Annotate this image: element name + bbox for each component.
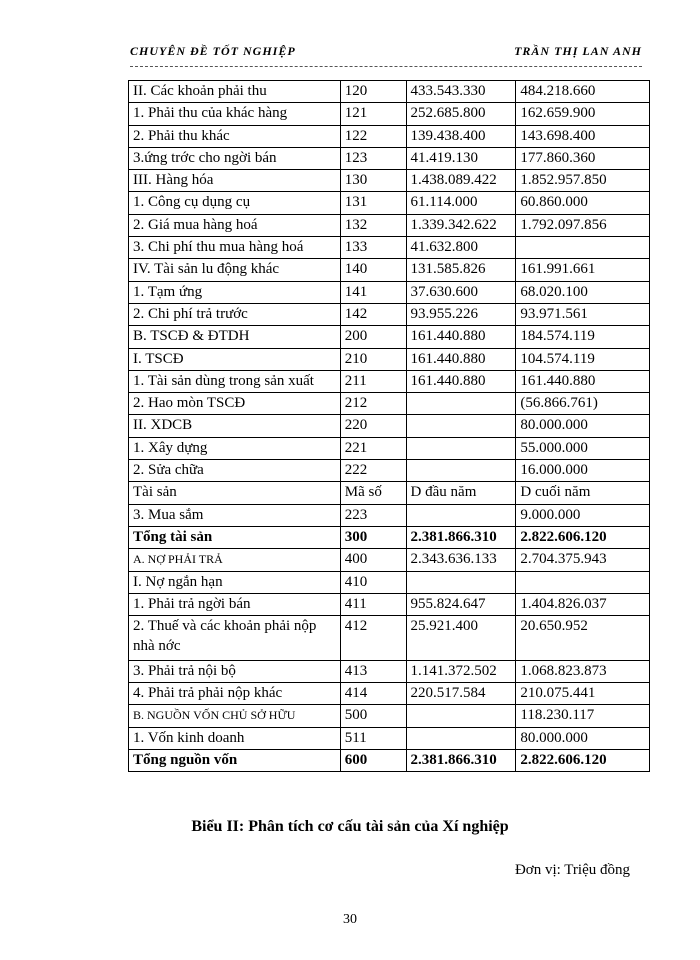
start-value-cell: 139.438.400 [406,125,516,147]
table-row [129,660,650,682]
end-value-cell: 1.404.826.037 [516,593,650,615]
code-cell: 123 [340,147,406,169]
item-cell: Tổng tài sản [129,526,341,548]
code-cell: 511 [340,727,406,749]
start-value-cell: 41.632.800 [406,237,516,259]
table-row [129,526,650,548]
end-value-cell [516,571,650,593]
item-cell: 2. Sửa chữa [129,460,341,482]
end-value-cell: 118.230.117 [516,705,650,727]
start-value-cell: 220.517.584 [406,683,516,705]
item-cell: B. NGUỒN VỐN CHỦ SỞ HỮU [129,705,341,727]
end-value-cell: 161.440.880 [516,370,650,392]
code-cell: 122 [340,125,406,147]
code-cell: 133 [340,237,406,259]
item-cell: 1. Tạm ứng [129,281,341,303]
end-value-cell: 161.991.661 [516,259,650,281]
table-row [129,683,650,705]
code-cell: 400 [340,549,406,571]
start-value-cell: 25.921.400 [406,616,516,661]
start-value-cell: 2.381.866.310 [406,526,516,548]
code-cell: 141 [340,281,406,303]
end-value-cell: 20.650.952 [516,616,650,661]
start-value-cell: 131.585.826 [406,259,516,281]
start-value-cell: 252.685.800 [406,103,516,125]
item-cell: 2. Hao mòn TSCĐ [129,393,341,415]
start-value-cell: 161.440.880 [406,370,516,392]
item-cell: I. TSCĐ [129,348,341,370]
table-row [129,549,650,571]
item-cell: II. XDCB [129,415,341,437]
start-value-cell [406,460,516,482]
table-row [129,192,650,214]
item-cell: III. Hàng hóa [129,170,341,192]
end-value-cell: 1.852.957.850 [516,170,650,192]
table-row [129,482,650,504]
item-cell: 2. Phải thu khác [129,125,341,147]
table-row [129,370,650,392]
end-value-cell: 2.704.375.943 [516,549,650,571]
end-value-cell: 16.000.000 [516,460,650,482]
table-row [129,103,650,125]
table-row [129,259,650,281]
end-value-cell: 143.698.400 [516,125,650,147]
start-value-cell [406,727,516,749]
end-value-cell: 55.000.000 [516,437,650,459]
end-value-cell: 1.792.097.856 [516,214,650,236]
end-value-cell: 68.020.100 [516,281,650,303]
item-cell: A. NỢ PHẢI TRẢ [129,549,341,571]
unit-label: Đơn vị: Triệu đồng [514,862,630,878]
header-author: TRẦN THỊ LAN ANH [514,44,642,58]
table-caption: Biểu II: Phân tích cơ cấu tài sản của Xí nghiệp [191,818,509,835]
end-value-cell: 2.822.606.120 [516,526,650,548]
code-cell: 121 [340,103,406,125]
code-cell: 220 [340,415,406,437]
code-cell: 200 [340,326,406,348]
end-value-cell: 2.822.606.120 [516,749,650,771]
end-value-cell: 80.000.000 [516,727,650,749]
end-value-cell: 9.000.000 [516,504,650,526]
code-cell: 410 [340,571,406,593]
table-row [129,616,650,661]
table-row [129,705,650,727]
end-value-cell: 177.860.360 [516,147,650,169]
item-cell: 2. Chi phí trả trước [129,303,341,325]
table-row [129,749,650,771]
code-cell: 210 [340,348,406,370]
item-cell: 3. Mua sắm [129,504,341,526]
table-row [129,170,650,192]
end-value-cell: 1.068.823.873 [516,660,650,682]
start-value-cell: 433.543.330 [406,81,516,103]
code-cell: 411 [340,593,406,615]
code-cell: 414 [340,683,406,705]
code-cell: 212 [340,393,406,415]
end-value-cell: 60.860.000 [516,192,650,214]
code-cell: Mã số [340,482,406,504]
end-value-cell: 93.971.561 [516,303,650,325]
start-value-cell: 41.419.130 [406,147,516,169]
end-value-cell: D cuối năm [516,482,650,504]
code-cell: 120 [340,81,406,103]
item-cell: 3. Chi phí thu mua hàng hoá [129,237,341,259]
item-cell: Tài sản [129,482,341,504]
start-value-cell: 2.343.636.133 [406,549,516,571]
code-cell: 140 [340,259,406,281]
table-row [129,393,650,415]
start-value-cell: 1.438.089.422 [406,170,516,192]
item-cell: 3. Phải trả nội bộ [129,660,341,682]
table-row [129,415,650,437]
code-cell: 131 [340,192,406,214]
start-value-cell: 37.630.600 [406,281,516,303]
code-cell: 413 [340,660,406,682]
table-row [129,303,650,325]
item-cell: 4. Phải trả phải nộp khác [129,683,341,705]
code-cell: 132 [340,214,406,236]
table-row [129,460,650,482]
end-value-cell: 162.659.900 [516,103,650,125]
start-value-cell [406,415,516,437]
table-row [129,214,650,236]
end-value-cell: 210.075.441 [516,683,650,705]
page-header [130,40,642,67]
item-cell: B. TSCĐ & ĐTDH [129,326,341,348]
table-row [129,147,650,169]
code-cell: 142 [340,303,406,325]
item-cell: I. Nợ ngắn hạn [129,571,341,593]
code-cell: 221 [340,437,406,459]
item-cell: 1. Phải thu của khác hàng [129,103,341,125]
start-value-cell [406,393,516,415]
start-value-cell: 2.381.866.310 [406,749,516,771]
item-cell: 1. Xây dựng [129,437,341,459]
start-value-cell: 93.955.226 [406,303,516,325]
table-row [129,571,650,593]
table-row [129,593,650,615]
table-row [129,326,650,348]
item-cell: 1. Công cụ dụng cụ [129,192,341,214]
start-value-cell [406,705,516,727]
page-number: 30 [343,912,357,927]
start-value-cell: 1.141.372.502 [406,660,516,682]
item-cell: 1. Tài sản dùng trong sản xuất [129,370,341,392]
code-cell: 412 [340,616,406,661]
item-cell: 1. Vốn kinh doanh [129,727,341,749]
start-value-cell: 955.824.647 [406,593,516,615]
end-value-cell: (56.866.761) [516,393,650,415]
code-cell: 600 [340,749,406,771]
table-row [129,504,650,526]
start-value-cell: 161.440.880 [406,348,516,370]
table-row [129,237,650,259]
code-cell: 500 [340,705,406,727]
end-value-cell: 80.000.000 [516,415,650,437]
balance-sheet-table [128,80,650,772]
item-cell: II. Các khoản phải thu [129,81,341,103]
start-value-cell: D đầu năm [406,482,516,504]
item-cell: Tổng nguồn vốn [129,749,341,771]
item-cell: IV. Tài sản lu động khác [129,259,341,281]
start-value-cell: 1.339.342.622 [406,214,516,236]
code-cell: 222 [340,460,406,482]
item-cell: 2. Giá mua hàng hoá [129,214,341,236]
end-value-cell [516,237,650,259]
start-value-cell: 161.440.880 [406,326,516,348]
header-title: CHUYÊN ĐỀ TỐT NGHIỆP [130,44,296,58]
start-value-cell: 61.114.000 [406,192,516,214]
table-row [129,81,650,103]
table-row [129,437,650,459]
start-value-cell [406,504,516,526]
code-cell: 211 [340,370,406,392]
start-value-cell [406,437,516,459]
end-value-cell: 184.574.119 [516,326,650,348]
code-cell: 300 [340,526,406,548]
end-value-cell: 104.574.119 [516,348,650,370]
item-cell: 2. Thuế và các khoản phải nộp nhà nớc [129,616,341,661]
table-row [129,125,650,147]
item-cell: 1. Phải trả ngời bán [129,593,341,615]
end-value-cell: 484.218.660 [516,81,650,103]
item-cell: 3.ứng trớc cho ngời bán [129,147,341,169]
table-row [129,281,650,303]
start-value-cell [406,571,516,593]
code-cell: 223 [340,504,406,526]
table-row [129,727,650,749]
table-row [129,348,650,370]
code-cell: 130 [340,170,406,192]
